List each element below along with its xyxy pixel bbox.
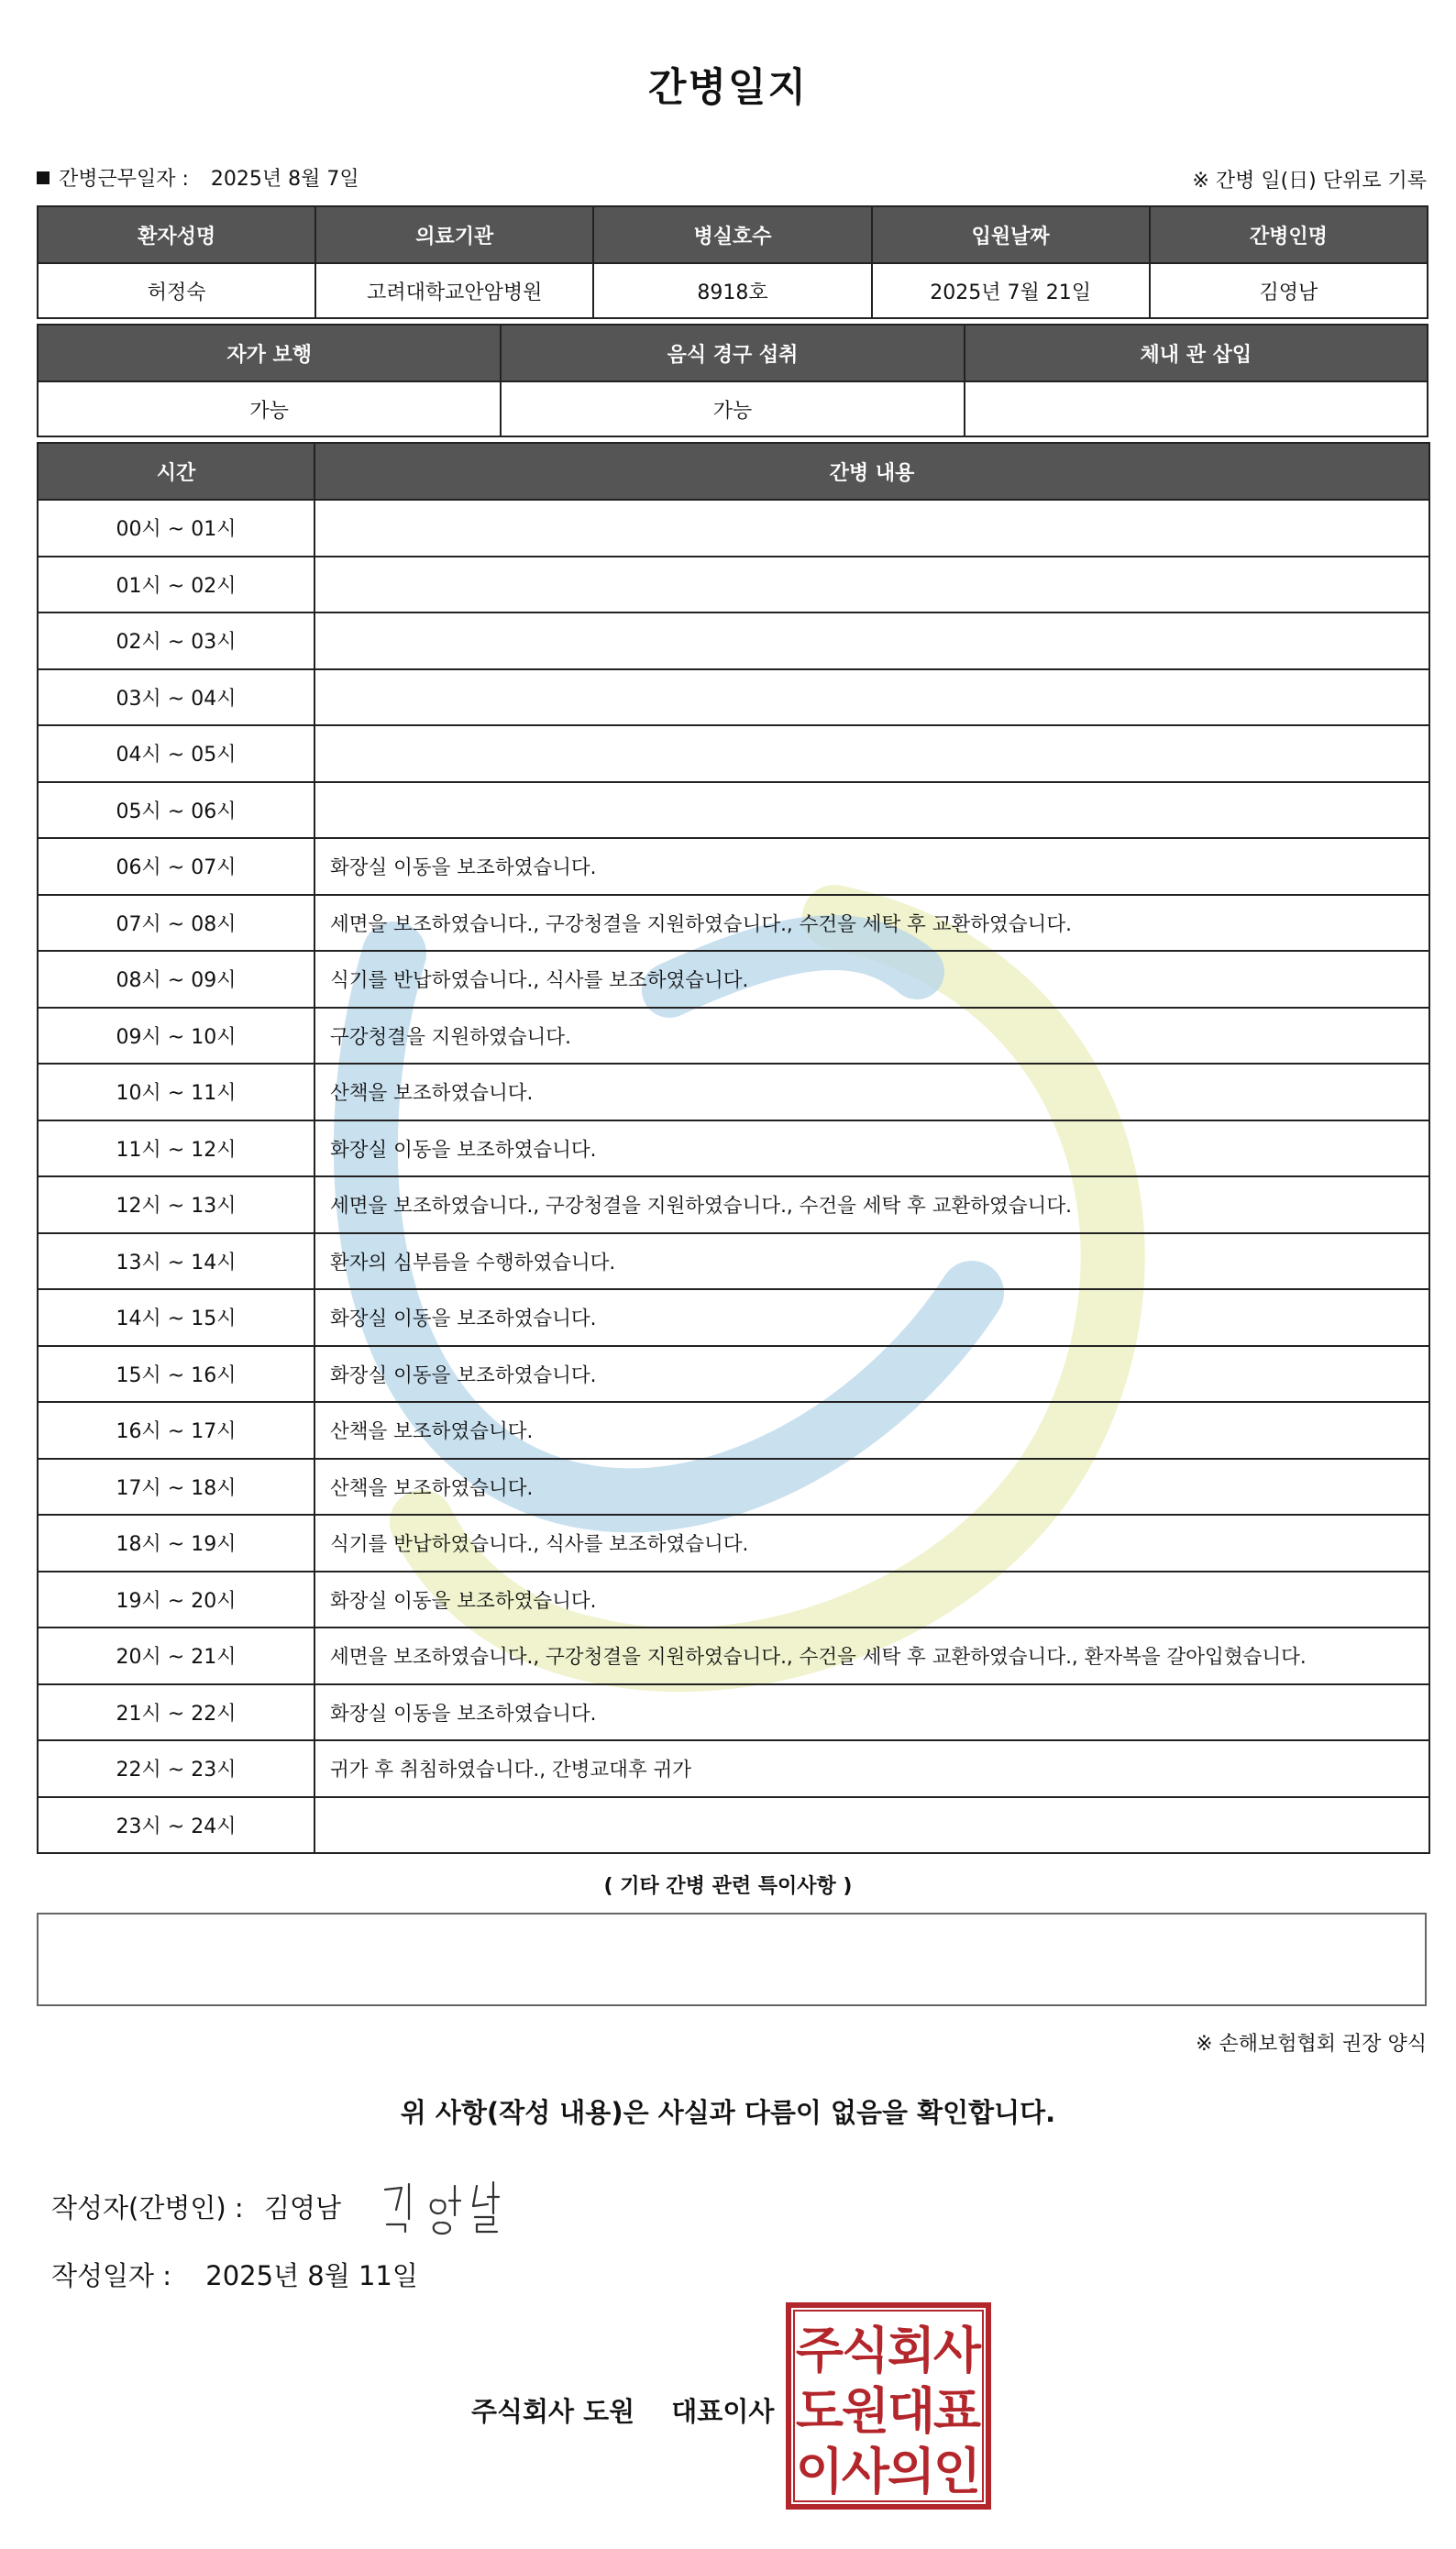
caregiver-name: 김영남	[1150, 263, 1428, 318]
log-row	[38, 725, 1429, 782]
log-content-cell: 화장실 이동을 보조하였습니다.	[314, 1346, 1429, 1403]
room-number: 8918호	[593, 263, 871, 318]
header-hospital: 의료기관	[315, 206, 593, 263]
hourly-care-log-table	[37, 442, 1430, 1854]
writer-name: 김영남	[264, 2192, 342, 2223]
handwritten-signature	[374, 2173, 539, 2237]
seal-character: 인	[932, 2443, 982, 2500]
seal-character: 이	[795, 2443, 844, 2500]
log-row	[38, 838, 1429, 895]
patient-info-table	[37, 205, 1428, 319]
header-patient-name: 환자성명	[38, 206, 315, 263]
log-content-cell: 산책을 보조하였습니다.	[314, 1402, 1429, 1459]
log-row	[38, 1402, 1429, 1459]
company-name: 주식회사 도원	[471, 2396, 635, 2427]
log-row	[38, 1289, 1429, 1346]
log-time-cell: 05시 ~ 06시	[38, 782, 314, 839]
log-row	[38, 1740, 1429, 1797]
log-row	[38, 1628, 1429, 1684]
log-content-cell	[314, 500, 1429, 557]
unit-note: ※ 간병 일(日) 단위로 기록	[1192, 170, 1427, 193]
log-row	[38, 1064, 1429, 1120]
log-time-cell: 08시 ~ 09시	[38, 951, 314, 1008]
admission-date: 2025년 7월 21일	[872, 263, 1150, 318]
bullet-square-icon	[37, 171, 50, 184]
company-rep-title: 대표이사	[671, 2396, 775, 2427]
header-oral-intake: 음식 경구 섭취	[501, 325, 964, 381]
log-time-cell: 16시 ~ 17시	[38, 1402, 314, 1459]
confirmation-statement: 위 사항(작성 내용)은 사실과 다름이 없음을 확인합니다.	[400, 2097, 1056, 2128]
header-caregiver: 간병인명	[1150, 206, 1428, 263]
log-row	[38, 951, 1429, 1008]
log-content-cell: 화장실 이동을 보조하였습니다.	[314, 1120, 1429, 1177]
log-time-cell: 23시 ~ 24시	[38, 1797, 314, 1854]
log-content-cell: 화장실 이동을 보조하였습니다.	[314, 838, 1429, 895]
log-content-cell: 산책을 보조하였습니다.	[314, 1459, 1429, 1516]
seal-character: 회	[887, 2322, 936, 2379]
log-content-cell: 화장실 이동을 보조하였습니다.	[314, 1289, 1429, 1346]
seal-character: 원	[841, 2382, 890, 2440]
log-time-cell: 10시 ~ 11시	[38, 1064, 314, 1120]
log-time-cell: 17시 ~ 18시	[38, 1459, 314, 1516]
log-header-row	[38, 443, 1429, 500]
log-time-cell: 22시 ~ 23시	[38, 1740, 314, 1797]
log-content-cell: 세면을 보조하였습니다., 구강청결을 지원하였습니다., 수건을 세탁 후 교환하였습니다.	[314, 1176, 1429, 1233]
self-walking-value: 가능	[38, 381, 501, 436]
log-content-cell: 세면을 보조하였습니다., 구강청결을 지원하였습니다., 수건을 세탁 후 교환하였습니다., 환자복을 갈아입혔습니다.	[314, 1628, 1429, 1684]
log-content-cell: 구강청결을 지원하였습니다.	[314, 1008, 1429, 1065]
log-content-cell	[314, 782, 1429, 839]
log-row	[38, 557, 1429, 613]
log-row	[38, 669, 1429, 726]
log-time-cell: 06시 ~ 07시	[38, 838, 314, 895]
log-row	[38, 1008, 1429, 1065]
written-date-row	[51, 2256, 418, 2293]
header-care-content: 간병 내용	[314, 443, 1429, 500]
log-row	[38, 1346, 1429, 1403]
log-content-cell: 화장실 이동을 보조하였습니다.	[314, 1684, 1429, 1741]
log-row	[38, 895, 1429, 952]
log-content-cell: 귀가 후 취침하였습니다., 간병교대후 귀가	[314, 1740, 1429, 1797]
seal-character: 도	[795, 2382, 844, 2440]
page-title: 간병일지	[647, 65, 809, 111]
patient-status-table	[37, 324, 1428, 437]
log-time-cell: 12시 ~ 13시	[38, 1176, 314, 1233]
log-time-cell: 19시 ~ 20시	[38, 1572, 314, 1628]
log-content-cell: 환자의 심부름을 수행하였습니다.	[314, 1233, 1429, 1290]
log-row	[38, 500, 1429, 557]
log-row	[38, 1515, 1429, 1572]
header-tube-insertion: 체내 관 삽입	[965, 325, 1428, 381]
log-time-cell: 21시 ~ 22시	[38, 1684, 314, 1741]
log-time-cell: 09시 ~ 10시	[38, 1008, 314, 1065]
company-signoff	[471, 2391, 774, 2429]
work-date-label: 간병근무일자 :	[59, 168, 189, 191]
log-time-cell: 11시 ~ 12시	[38, 1120, 314, 1177]
work-date-row	[37, 163, 359, 192]
log-time-cell: 03시 ~ 04시	[38, 669, 314, 726]
special-notes-box	[37, 1913, 1427, 2006]
oral-intake-value: 가능	[501, 381, 964, 436]
header-self-walking: 자가 보행	[38, 325, 501, 381]
log-row	[38, 1797, 1429, 1854]
hospital-name: 고려대학교안암병원	[315, 263, 593, 318]
notes-title: ( 기타 간병 관련 특이사항 )	[603, 1875, 853, 1898]
seal-character: 표	[932, 2382, 982, 2440]
writer-row	[51, 2188, 341, 2225]
log-row	[38, 1684, 1429, 1741]
tube-insertion-value	[965, 381, 1428, 436]
log-time-cell: 15시 ~ 16시	[38, 1346, 314, 1403]
log-time-cell: 04시 ~ 05시	[38, 725, 314, 782]
log-row	[38, 1572, 1429, 1628]
log-row	[38, 782, 1429, 839]
log-time-cell: 00시 ~ 01시	[38, 500, 314, 557]
log-time-cell: 18시 ~ 19시	[38, 1515, 314, 1572]
info-value-row	[38, 263, 1428, 318]
log-content-cell	[314, 557, 1429, 613]
log-content-cell	[314, 725, 1429, 782]
log-time-cell: 20시 ~ 21시	[38, 1628, 314, 1684]
log-time-cell: 07시 ~ 08시	[38, 895, 314, 952]
log-content-cell: 식기를 반납하였습니다., 식사를 보조하였습니다.	[314, 1515, 1429, 1572]
log-body	[38, 500, 1429, 1853]
log-row	[38, 1120, 1429, 1177]
header-time: 시간	[38, 443, 314, 500]
log-content-cell: 화장실 이동을 보조하였습니다.	[314, 1572, 1429, 1628]
seal-character: 대	[887, 2382, 936, 2440]
writer-label: 작성자(간병인) :	[51, 2192, 244, 2223]
log-content-cell: 세면을 보조하였습니다., 구강청결을 지원하였습니다., 수건을 세탁 후 교환하였습니다.	[314, 895, 1429, 952]
seal-character: 사	[932, 2322, 982, 2379]
seal-character: 주	[795, 2322, 844, 2379]
log-row	[38, 1233, 1429, 1290]
seal-character: 의	[887, 2443, 936, 2500]
status-value-row	[38, 381, 1428, 436]
log-row	[38, 1176, 1429, 1233]
seal-character: 식	[841, 2322, 890, 2379]
work-date-value: 2025년 8월 7일	[210, 168, 359, 191]
written-date-label: 작성일자 :	[51, 2260, 172, 2291]
log-time-cell: 01시 ~ 02시	[38, 557, 314, 613]
header-admission-date: 입원날짜	[872, 206, 1150, 263]
log-row	[38, 1459, 1429, 1516]
log-content-cell: 산책을 보조하였습니다.	[314, 1064, 1429, 1120]
header-room: 병실호수	[593, 206, 871, 263]
status-header-row	[38, 325, 1428, 381]
log-time-cell: 14시 ~ 15시	[38, 1289, 314, 1346]
seal-character: 사	[841, 2443, 890, 2500]
log-row	[38, 612, 1429, 669]
log-content-cell: 식기를 반납하였습니다., 식사를 보조하였습니다.	[314, 951, 1429, 1008]
company-seal-stamp	[785, 2301, 992, 2510]
log-content-cell	[314, 1797, 1429, 1854]
log-content-cell	[314, 669, 1429, 726]
log-time-cell: 13시 ~ 14시	[38, 1233, 314, 1290]
patient-name: 허정숙	[38, 263, 315, 318]
info-header-row	[38, 206, 1428, 263]
log-time-cell: 02시 ~ 03시	[38, 612, 314, 669]
recommend-note: ※ 손해보험협회 권장 양식	[1196, 2033, 1427, 2056]
written-date-value: 2025년 8월 11일	[205, 2260, 418, 2291]
log-content-cell	[314, 612, 1429, 669]
